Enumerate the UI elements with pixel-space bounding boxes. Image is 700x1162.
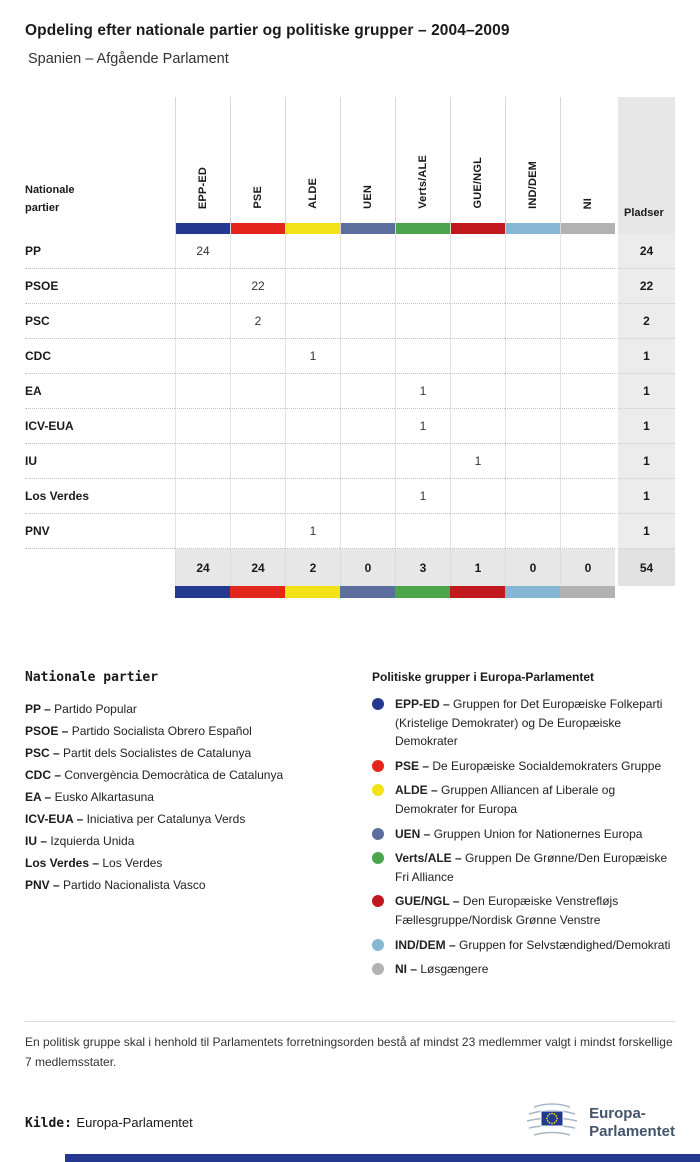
seat-value: 1 xyxy=(450,444,505,479)
group-header-label: Verts/ALE xyxy=(417,155,429,209)
group-legend-item xyxy=(372,960,675,979)
group-color-bar xyxy=(231,223,285,234)
group-header-gue/ngl xyxy=(450,97,505,234)
group-color-bar xyxy=(396,223,450,234)
seat-value xyxy=(560,479,615,514)
europa-parlamentet-logo xyxy=(523,1099,675,1146)
seats-value: 22 xyxy=(618,269,675,304)
seats-value: 1 xyxy=(618,479,675,514)
party-full-name: Los Verdes xyxy=(102,856,163,870)
bottom-strip-empty xyxy=(25,586,175,598)
seat-value xyxy=(505,444,560,479)
source-value: Europa-Parlamentet xyxy=(76,1114,193,1130)
seat-value: 22 xyxy=(230,269,285,304)
party-abbr: PP – xyxy=(25,702,55,716)
group-legend-text xyxy=(395,757,661,776)
group-abbr: ALDE – xyxy=(395,783,442,798)
party-legend-item xyxy=(25,742,372,764)
group-header-label: ALDE xyxy=(307,178,319,209)
seat-value xyxy=(395,339,450,374)
group-header-label: EPP-ED xyxy=(197,166,209,209)
group-color-dot xyxy=(372,760,384,772)
group-header-label: GUE/NGL xyxy=(472,157,484,209)
seat-value xyxy=(340,444,395,479)
seat-value xyxy=(505,339,560,374)
total-value: 0 xyxy=(505,549,560,586)
group-color-bar-bottom xyxy=(340,586,395,598)
group-legend-item xyxy=(372,695,675,751)
total-value: 24 xyxy=(230,549,285,586)
group-color-dot xyxy=(372,828,384,840)
seat-value: 1 xyxy=(285,339,340,374)
seat-value xyxy=(175,514,230,549)
group-full-name: Den Europæiske Venstrefløjs Fællesgruppe/Nordisk Grønne Venstre xyxy=(395,894,619,927)
seat-distribution-table xyxy=(25,97,675,598)
party-abbr: EA – xyxy=(25,790,55,804)
group-legend-text xyxy=(395,936,670,955)
party-legend-item xyxy=(25,852,372,874)
group-color-bar xyxy=(176,223,230,234)
seats-value: 1 xyxy=(618,409,675,444)
group-abbr: EPP-ED – xyxy=(395,697,454,711)
source-line xyxy=(25,1114,193,1132)
party-legend-item xyxy=(25,874,372,896)
seat-value xyxy=(340,514,395,549)
group-header-alde xyxy=(285,97,340,234)
group-abbr: UEN – xyxy=(395,826,434,841)
seat-value xyxy=(505,304,560,339)
group-abbr: NI – xyxy=(395,962,421,977)
party-full-name: Eusko Alkartasuna xyxy=(54,790,154,804)
party-name: PSC xyxy=(25,304,175,339)
political-groups-legend xyxy=(372,670,675,985)
seat-value xyxy=(505,479,560,514)
group-header-epp-ed xyxy=(175,97,230,234)
seat-value: 1 xyxy=(285,514,340,549)
group-header-ni xyxy=(560,97,615,234)
group-full-name: Gruppen Union for Nationernes Europa xyxy=(433,826,643,841)
totals-row-label xyxy=(25,549,175,586)
group-abbr: Verts/ALE – xyxy=(395,851,466,866)
seats-header xyxy=(618,97,675,234)
seat-value xyxy=(175,269,230,304)
group-header-label: IND/DEM xyxy=(527,161,539,209)
seat-value xyxy=(560,444,615,479)
total-value: 0 xyxy=(340,549,395,586)
party-name: EA xyxy=(25,374,175,409)
party-full-name: Izquierda Unida xyxy=(50,834,135,848)
seat-value xyxy=(230,409,285,444)
seat-value xyxy=(560,409,615,444)
group-abbr: IND/DEM – xyxy=(395,937,460,952)
group-legend-item xyxy=(372,936,675,955)
seat-value xyxy=(560,304,615,339)
group-color-bar-bottom xyxy=(230,586,285,598)
group-color-dot xyxy=(372,895,384,907)
party-abbr: PNV – xyxy=(25,878,64,892)
group-abbr: PSE – xyxy=(395,758,433,773)
eu-flag-hemicycle-icon xyxy=(523,1099,581,1146)
group-header-label: PSE xyxy=(252,186,264,209)
party-name: PSOE xyxy=(25,269,175,304)
party-legend-item xyxy=(25,720,372,742)
seats-value: 1 xyxy=(618,339,675,374)
group-header-uen xyxy=(340,97,395,234)
party-full-name: Partido Socialista Obrero Español xyxy=(71,724,252,738)
group-color-dot xyxy=(372,698,384,710)
party-full-name: Partido Nacionalista Vasco xyxy=(63,878,206,892)
group-abbr: GUE/NGL – xyxy=(395,894,463,909)
legends xyxy=(25,670,675,985)
group-color-bar-bottom xyxy=(450,586,505,598)
party-legend-item xyxy=(25,764,372,786)
note-divider xyxy=(25,1021,675,1022)
seat-value xyxy=(450,304,505,339)
party-name: IU xyxy=(25,444,175,479)
group-full-name: Gruppen for Det Europæiske Folkeparti (Kristelige Demokrater) og De Europæiske Demokrater xyxy=(395,697,663,749)
seat-value xyxy=(450,514,505,549)
group-full-name: Gruppen De Grønne/Den Europæiske Fri Alliance xyxy=(395,851,668,884)
group-color-bar-bottom xyxy=(285,586,340,598)
seat-value xyxy=(395,444,450,479)
group-color-bar-bottom xyxy=(395,586,450,598)
seat-value xyxy=(285,374,340,409)
seat-value xyxy=(340,479,395,514)
seat-value xyxy=(340,304,395,339)
party-name: CDC xyxy=(25,339,175,374)
seat-value: 1 xyxy=(395,374,450,409)
party-abbr: IU – xyxy=(25,834,51,848)
group-color-dot xyxy=(372,852,384,864)
seat-value xyxy=(285,304,340,339)
seat-value xyxy=(560,514,615,549)
group-header-pse xyxy=(230,97,285,234)
seat-value xyxy=(175,374,230,409)
seat-value xyxy=(450,339,505,374)
party-abbr: PSC – xyxy=(25,746,64,760)
seat-value xyxy=(560,374,615,409)
seat-value: 24 xyxy=(175,234,230,269)
seat-value xyxy=(340,269,395,304)
national-parties-heading: Nationale partier xyxy=(25,670,159,685)
seats-value: 1 xyxy=(618,514,675,549)
seats-value: 2 xyxy=(618,304,675,339)
seat-value xyxy=(505,374,560,409)
group-legend-text xyxy=(395,695,675,751)
total-value: 0 xyxy=(560,549,615,586)
party-abbr: CDC – xyxy=(25,768,65,782)
national-parties-legend xyxy=(25,670,372,985)
group-legend-item xyxy=(372,781,675,818)
seat-value xyxy=(340,234,395,269)
seat-value xyxy=(450,409,505,444)
national-parties-column-label: Nationale partier xyxy=(25,183,75,215)
group-color-bar-bottom xyxy=(560,586,615,598)
seat-value xyxy=(230,234,285,269)
group-color-dot xyxy=(372,963,384,975)
seat-value xyxy=(450,479,505,514)
logo-wordmark xyxy=(589,1105,675,1141)
political-groups-list xyxy=(372,695,675,979)
seat-value xyxy=(450,269,505,304)
source-row xyxy=(25,1099,675,1146)
seat-value xyxy=(285,234,340,269)
group-legend-text xyxy=(395,849,675,886)
group-color-bar-bottom xyxy=(175,586,230,598)
group-legend-text xyxy=(395,960,488,979)
seat-value xyxy=(285,409,340,444)
seat-value xyxy=(175,444,230,479)
seat-value xyxy=(285,444,340,479)
party-name: PNV xyxy=(25,514,175,549)
seats-header-label: Pladser xyxy=(624,207,664,219)
seat-value xyxy=(230,479,285,514)
seat-value xyxy=(560,234,615,269)
total-value: 1 xyxy=(450,549,505,586)
footnote: En politisk gruppe skal i henhold til Parlamentets forretningsorden bestå af mindst 23 medlemmer valgt i mindst forskellige 7 medlemsstater. xyxy=(25,1034,673,1069)
group-color-bar xyxy=(286,223,340,234)
seat-value xyxy=(395,269,450,304)
group-legend-text xyxy=(395,825,642,844)
group-header-label: UEN xyxy=(362,185,374,209)
group-color-bar-bottom xyxy=(505,586,560,598)
group-legend-item xyxy=(372,757,675,776)
party-full-name: Partit dels Socialistes de Catalunya xyxy=(63,746,252,760)
seat-value xyxy=(340,339,395,374)
seat-value xyxy=(505,269,560,304)
seat-value xyxy=(450,374,505,409)
seat-value xyxy=(175,409,230,444)
source-label: Kilde: xyxy=(25,1115,72,1131)
party-legend-item xyxy=(25,786,372,808)
seat-value xyxy=(560,269,615,304)
seat-value xyxy=(505,234,560,269)
seat-value: 2 xyxy=(230,304,285,339)
seat-value xyxy=(340,409,395,444)
seat-value: 1 xyxy=(395,409,450,444)
party-abbr: Los Verdes – xyxy=(25,856,103,870)
party-legend-item xyxy=(25,830,372,852)
seat-value xyxy=(285,479,340,514)
group-legend-item xyxy=(372,825,675,844)
total-value: 3 xyxy=(395,549,450,586)
seat-value xyxy=(230,444,285,479)
party-legend-item xyxy=(25,698,372,720)
table-corner xyxy=(25,97,175,234)
seat-value xyxy=(395,234,450,269)
group-header-label: NI xyxy=(582,197,594,209)
party-full-name: Convergència Democràtica de Catalunya xyxy=(64,768,284,782)
total-value: 2 xyxy=(285,549,340,586)
group-legend-item xyxy=(372,849,675,886)
group-color-bar xyxy=(451,223,505,234)
seat-value xyxy=(230,514,285,549)
seat-value xyxy=(230,339,285,374)
seats-value: 1 xyxy=(618,374,675,409)
group-full-name: Løsgængere xyxy=(420,962,489,977)
seat-value xyxy=(395,514,450,549)
logo-line1: Europa- xyxy=(589,1104,646,1122)
party-abbr: PSOE – xyxy=(25,724,72,738)
seat-value xyxy=(450,234,505,269)
page-subtitle: Spanien – Afgående Parlament xyxy=(28,51,229,67)
group-color-dot xyxy=(372,939,384,951)
total-seats: 54 xyxy=(618,549,675,586)
seat-value xyxy=(230,374,285,409)
page-title: Opdeling efter nationale partier og politiske grupper – 2004–2009 xyxy=(25,22,510,39)
seat-value xyxy=(340,374,395,409)
seat-value xyxy=(505,514,560,549)
political-groups-heading: Politiske grupper i Europa-Parlamentet xyxy=(372,670,595,684)
group-color-dot xyxy=(372,784,384,796)
seat-value xyxy=(395,304,450,339)
total-value: 24 xyxy=(175,549,230,586)
group-legend-text xyxy=(395,781,675,818)
group-full-name: Gruppen Alliancen af Liberale og Demokrater for Europa xyxy=(395,783,616,816)
group-header-verts/ale xyxy=(395,97,450,234)
seat-value xyxy=(175,304,230,339)
seat-value xyxy=(285,269,340,304)
group-color-bar xyxy=(341,223,395,234)
seats-value: 24 xyxy=(618,234,675,269)
party-name: ICV-EUA xyxy=(25,409,175,444)
bottom-accent-bar xyxy=(65,1154,700,1162)
party-abbr: ICV-EUA – xyxy=(25,812,87,826)
bottom-strip-empty xyxy=(618,586,675,598)
party-legend-item xyxy=(25,808,372,830)
seat-value: 1 xyxy=(395,479,450,514)
party-full-name: Partido Popular xyxy=(54,702,137,716)
seat-value xyxy=(175,479,230,514)
group-header-ind/dem xyxy=(505,97,560,234)
logo-line2: Parlamentet xyxy=(589,1122,675,1140)
group-legend-item xyxy=(372,892,675,929)
national-parties-list xyxy=(25,698,372,896)
group-color-bar xyxy=(561,223,615,234)
group-full-name: Gruppen for Selvstændighed/Demokrati xyxy=(459,937,671,952)
party-name: PP xyxy=(25,234,175,269)
seats-value: 1 xyxy=(618,444,675,479)
group-legend-text xyxy=(395,892,675,929)
party-full-name: Iniciativa per Catalunya Verds xyxy=(86,812,246,826)
seat-value xyxy=(175,339,230,374)
seat-value xyxy=(505,409,560,444)
group-full-name: De Europæiske Socialdemokraters Gruppe xyxy=(432,758,662,773)
group-color-bar xyxy=(506,223,560,234)
seat-value xyxy=(560,339,615,374)
party-name: Los Verdes xyxy=(25,479,175,514)
